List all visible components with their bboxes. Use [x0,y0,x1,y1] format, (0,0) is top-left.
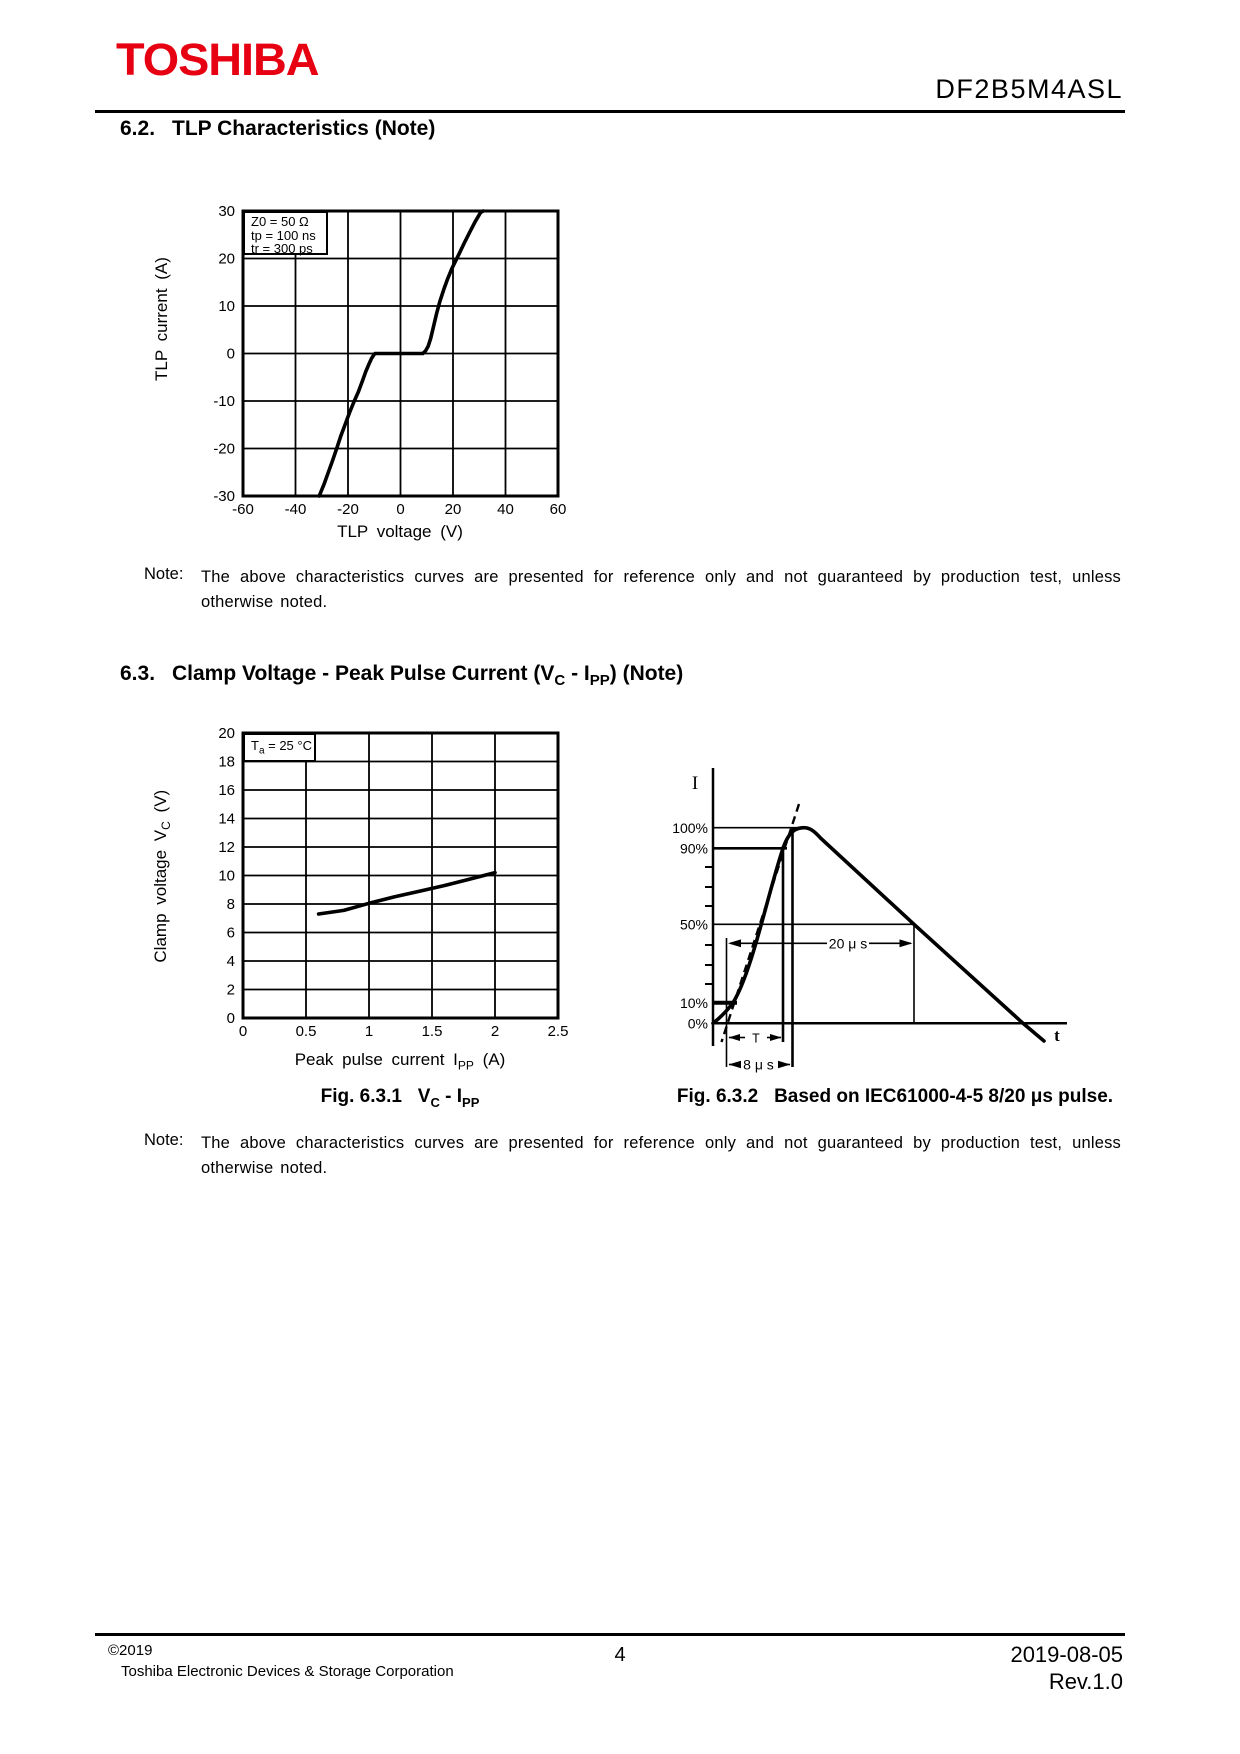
x-tick-label: 1 [364,1023,374,1040]
y-tick-label: 10 [218,867,235,885]
vc-ipp-chart [130,690,590,1080]
arrow-right-icon [900,939,913,947]
fig-631-caption [200,1086,600,1110]
section-63-title-pre: Clamp Voltage - Peak Pulse Current (V [172,662,555,685]
x-tick-label: 2 [490,1023,500,1040]
ylabel-sub: C [159,821,174,830]
dim-20us-label: 20 μ s [828,935,868,952]
y-tick-label: 14 [218,810,235,828]
x-tick-label: 1.5 [421,1023,443,1040]
note-63-label: Note: [144,1131,184,1149]
label-10pct: 10% [679,995,708,1011]
x-tick-label: 0.5 [295,1023,317,1040]
y-tick-label: 4 [226,953,235,970]
x-tick-label: 2.5 [547,1023,569,1040]
vc-ipp-y-axis-label [151,726,173,1026]
section-63-number: 6.3. [120,662,156,685]
y-tick-label: 8 [226,896,235,913]
ylabel-pre: Clamp voltage V [150,829,170,963]
fig-631-caption-sub1: C [430,1094,440,1110]
arrow-left-icon [729,1034,741,1041]
y-tick-label: 2 [226,981,235,999]
section-62-title: TLP Characteristics (Note) [172,117,436,140]
label-50pct: 50% [679,916,708,933]
footer-date-rev [1010,1641,1123,1695]
y-tick-label: 16 [218,782,235,799]
footer-rule [95,1633,1125,1636]
y-tick-label: 18 [218,753,235,771]
vc-ipp-x-axis-label [220,1050,580,1072]
fig-631-caption-sub2: PP [462,1094,480,1110]
surge-waveform-curve [713,828,1044,1041]
condition-tp: tp = 100 ns [251,227,316,243]
footer-date: 2019-08-05 [1010,1642,1123,1667]
x-tick-label: 40 [497,501,514,518]
x-tick-label: -40 [284,501,307,518]
condition-ta-post: = 25 °C [264,738,312,753]
vc-ipp-conditions-box [243,733,316,762]
y-tick-label: 10 [218,298,235,315]
iec-pulse-diagram [640,680,1100,1080]
y-tick-label: 6 [226,924,235,942]
fig-632-caption-text: Based on IEC61000-4-5 8/20 μs pulse. [774,1086,1114,1107]
ylabel-post: (V) [150,789,170,822]
condition-tr: tr = 300 ps [251,241,313,256]
fig-632-caption [645,1086,1145,1108]
dim-8us-label: 8 μ s [743,1056,774,1073]
y-tick-label: 20 [218,725,235,742]
dim-T-label: T [752,1031,760,1046]
part-number: DF2B5M4ASL [935,74,1123,104]
arrow-left-icon [729,1061,742,1068]
footer-company: Toshiba Electronic Devices & Storage Corporation [121,1663,454,1680]
section-63-title [172,662,683,689]
x-tick-label: 20 [444,501,462,518]
section-63-title-mid: - I [565,662,590,685]
footer-page-number: 4 [614,1644,626,1666]
condition-ta-pre: T [251,738,259,753]
section-63-title-sub2: PP [589,672,610,690]
arrow-right-icon [778,1061,791,1068]
y-tick-label: 20 [218,250,235,268]
note-62-label: Note: [144,565,184,583]
label-0pct: 0% [687,1015,708,1032]
note-63-text: The above characteristics curves are presented for reference only and not guaranteed by production test, unless otherwise noted. [201,1134,1121,1177]
data-curve [319,873,495,914]
xlabel-post: (A) [473,1050,506,1069]
y-tick-label: -20 [213,440,235,458]
footer-revision: Rev.1.0 [1048,1669,1123,1694]
note-62-text: The above characteristics curves are presented for reference only and not guaranteed by production test, unless otherwise noted. [201,568,1121,611]
tlp-chart-conditions-box [243,211,328,255]
y-tick-label: 0 [226,1010,235,1027]
arrow-right-icon [770,1034,782,1041]
y-tick-label: 30 [218,203,235,220]
pulse-y-axis-title: I [691,773,699,794]
tlp-y-axis-label: TLP current (A) [152,257,171,381]
fig-632-caption-label: Fig. 6.3.2 [676,1086,759,1107]
y-tick-label: 12 [218,839,235,856]
condition-z0: Z0 = 50 Ω [251,214,309,229]
y-tick-label: 0 [226,345,235,363]
label-100pct: 100% [672,820,708,836]
x-tick-label: 0 [396,501,405,518]
section-62-number: 6.2. [120,117,156,140]
y-tick-label: -10 [213,393,235,410]
y-tick-label: -30 [213,488,235,505]
dim-T [729,1032,782,1046]
label-90pct: 90% [679,840,708,857]
section-63-title-sub1: C [554,672,566,690]
fig-631-caption-mid: - I [439,1086,463,1107]
section-63-title-post: ) (Note) [609,662,684,685]
x-tick-label: -60 [232,501,254,518]
x-tick-label: 60 [549,501,567,518]
tlp-chart [130,160,590,555]
arrow-left-icon [728,939,741,947]
header-rule [95,110,1125,113]
condition-ta-sub: a [258,745,265,757]
x-tick-label: -20 [337,501,359,518]
fig-631-caption-pre: V [417,1086,431,1107]
fig-631-caption-label: Fig. 6.3.1 [320,1086,402,1107]
xlabel-pre: Peak pulse current I [294,1050,458,1069]
toshiba-logo: TOSHIBA [116,34,319,85]
x-tick-label: 0 [238,1023,248,1040]
xlabel-sub: PP [457,1058,474,1073]
pulse-x-axis-title: t [1054,1026,1060,1045]
footer-copyright: ©2019 [108,1642,153,1659]
dim-8us [729,1057,791,1073]
tlp-x-axis-label: TLP voltage (V) [337,522,463,541]
